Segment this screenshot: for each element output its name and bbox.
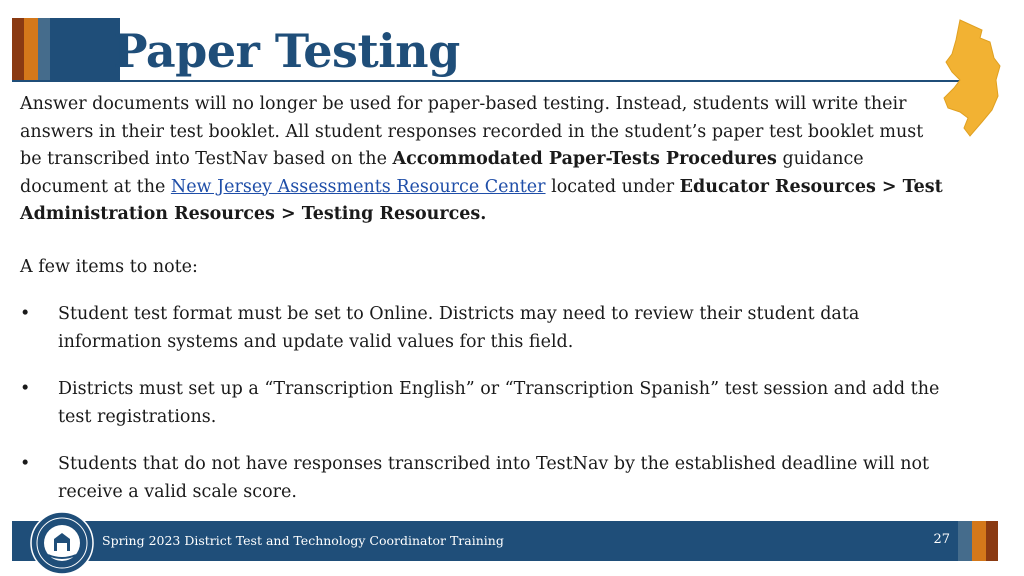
resource-center-link[interactable]: New Jersey Assessments Resource Center xyxy=(170,176,546,197)
bullet-icon: • xyxy=(20,379,31,399)
notes-list xyxy=(20,301,950,506)
page-number: 27 xyxy=(933,532,950,547)
footer-title: Spring 2023 District Test and Technology Coordinator Training xyxy=(102,533,504,548)
note-lead: A few items to note: xyxy=(20,256,198,277)
title-divider xyxy=(12,80,970,82)
procedures-doc-name: Accommodated Paper-Tests Procedures xyxy=(392,149,777,169)
nj-department-of-education-seal xyxy=(30,511,94,575)
list-item: • Districts must set up a “Transcription English” or “Transcription Spanish” test session and add the test registrations. xyxy=(20,376,950,431)
footer-accent-bars xyxy=(958,521,998,561)
bullet-icon: • xyxy=(20,304,31,324)
title-accent-bars xyxy=(12,18,120,80)
page-title: Paper Testing xyxy=(113,24,460,78)
intro-paragraph: Answer documents will no longer be used for paper-based testing. Instead, students will write their answers in their test booklet. All student responses recorded in the student’s paper test booklet must be transcribed into TestNav based on the Accommodated Paper-Tests Procedures guidance document at the New Jersey Assessments Resource Center located under Educator Resources > Test Administration Resources > Testing Resources. xyxy=(20,94,943,224)
slide-body xyxy=(20,91,950,526)
resource-path: Educator Resources > Test Administration Resources > Testing Resources. xyxy=(20,176,943,224)
list-item: • Student test format must be set to Online. Districts may need to review their student data information systems and update valid values for this field. xyxy=(20,301,950,356)
list-item: • Students that do not have responses transcribed into TestNav by the established deadline will not receive a valid scale score. xyxy=(20,451,950,506)
footer-bar xyxy=(12,521,958,561)
bullet-icon: • xyxy=(20,454,31,474)
